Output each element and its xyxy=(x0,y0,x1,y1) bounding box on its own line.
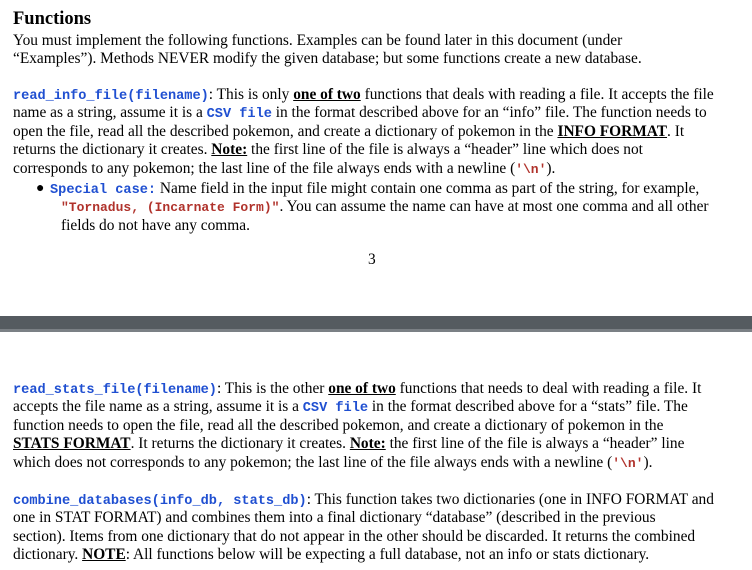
special-case-list xyxy=(36,180,709,235)
function-signature: combine_databases(info_db, stats_db) xyxy=(13,494,307,509)
csv-file-code: CSV file xyxy=(206,107,272,123)
newline-code: '\n' xyxy=(612,455,644,471)
read-stats-file-paragraph: read_stats_file(filename): This is the other one of two functions that needs to deal with reading a file. It accepts the file name as a string, assume it is a CSV file in the format described above for a “stats” file. The function needs to open the file, read all the described pokemon, and create a dictionary of pokemon in the STATS FORMAT. It returns the dictionary it creates. Note: the first line of the file is always a “header” line which does not corresponds to any pokemon; the last line of the file always ends with a newline ('\n'). xyxy=(13,380,702,471)
csv-file-code: CSV file xyxy=(302,401,369,417)
function-signature: read_stats_file(filename) xyxy=(13,383,217,398)
bullet-icon: ● xyxy=(36,181,45,196)
page-number: 3 xyxy=(368,251,376,268)
document-page-4 xyxy=(0,332,752,570)
read-info-file-paragraph: read_info_file(filename): This is only one of two functions that deals with reading a file. It accepts the file name as a string, assume it is a CSV file in the format described above for an “info” file. The function needs to open the file, read all the described pokemon, and create a dictionary of pokemon in the INFO FORMAT. It returns the dictionary it creates. Note: the first line of the file is always a “header” line which does not corresponds to any pokemon; the last line of the file always ends with a newline ('\n'). xyxy=(13,86,714,177)
function-signature: read_info_file(filename) xyxy=(13,89,209,104)
example-name-code: "Tornadus, (Incarnate Form)" xyxy=(61,200,280,216)
section-heading: Functions xyxy=(13,9,92,29)
combine-databases-paragraph: combine_databases(info_db, stats_db): This function takes two dictionaries (one in INFO FORMAT and one in STAT FORMAT) and combines them into a final dictionary “database” (described in the previous section). Items from one dictionary that do not appear in the other should be discarded. It returns the combined dictionary. NOTE: All functions below will be expecting a full database, not an info or stats dictionary. xyxy=(13,491,714,564)
intro-paragraph: You must implement the following functions. Examples can be found later in this document (under “Examples”). Methods NEVER modify the given database; but some functions create a new database. xyxy=(13,32,642,68)
newline-code: '\n' xyxy=(515,161,547,177)
special-case-item: ● Special case: Name field in the input file might contain one comma as part of the string, for example, "Tornadus, (Incarnate Form)". You can assume the name can have at most one comma and all other fields do not have any comma. xyxy=(36,180,709,234)
